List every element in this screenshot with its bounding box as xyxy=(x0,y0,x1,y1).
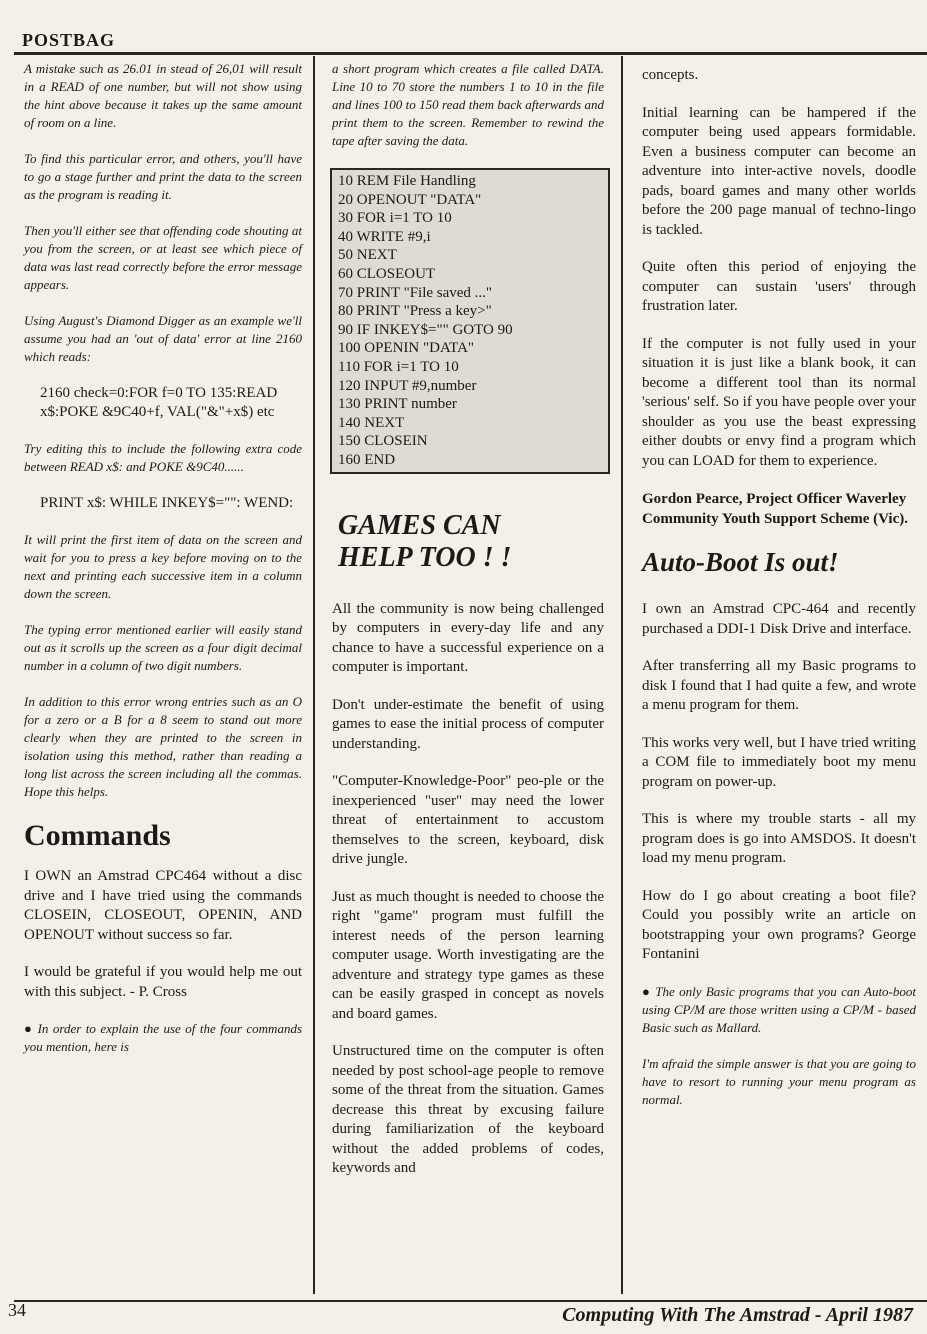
article-paragraph: In addition to this error wrong entries such as an O for a zero or a B for a 8 seem to stand out more clearly when they are printed to the screen in isolation using this method, rather than reading a long list across the screen including all the commas. Hope this helps. xyxy=(24,694,302,799)
column-divider xyxy=(621,56,623,1294)
program-line: 50 NEXT xyxy=(338,247,397,264)
program-line: 140 NEXT xyxy=(338,414,405,431)
program-line: 150 CLOSEIN xyxy=(338,433,428,450)
article-paragraph: Just as much thought is needed to choose the right "game" program must fulfill the interest needs of the person learning computer usage. Worth investigating are the adventure and strategy type games as these can be easily grasped in concept as novels and board games. xyxy=(332,888,604,1022)
program-line: 110 FOR i=1 TO 10 xyxy=(338,358,459,375)
reply-paragraph xyxy=(642,983,916,1037)
section-label: POSTBAG xyxy=(22,30,116,50)
article-paragraph: "Computer-Knowledge-Poor" peo-ple or the inexperienced "user" may need the lower threat of entertainment to accustom themselves to the screen, keyboard, disk drive jungle. xyxy=(332,773,604,867)
bullet-icon: ● xyxy=(24,1021,34,1036)
article-paragraph: All the community is now being challenged by computers in every-day life and any chance to have a successful experience on a computer is important. xyxy=(332,600,604,675)
program-line: 120 INPUT #9,number xyxy=(338,377,477,394)
program-line: 60 CLOSEOUT xyxy=(338,265,436,282)
reply-paragraph: I'm afraid the simple answer is that you are going to have to resort to running your menu program as normal. xyxy=(642,1055,916,1107)
program-line: 70 PRINT "File saved ..." xyxy=(338,284,493,301)
program-line: 90 IF INKEY$="" GOTO 90 xyxy=(338,321,513,338)
reply-paragraph xyxy=(24,1020,302,1056)
author-signature: Gordon Pearce, Project Officer Waverley Community Youth Support Scheme (Vic). xyxy=(642,491,908,527)
article-paragraph: Then you'll either see that offending code shouting at you from the screen, or at least see which piece of data was last read correctly before the error message appears. xyxy=(24,223,302,292)
program-line: 40 WRITE #9,i xyxy=(338,228,431,245)
article-paragraph: Initial learning can be hampered if the computer being used appears formidable. Even a business computer can become an adventure into inter-active novels, doodle pads, board games and many other worlds before the 200 page manual of techno-lingo is tackled. xyxy=(642,104,916,238)
article-paragraph: If the computer is not fully used in your situation it is just like a blank book, it can become a different tool than its normal 'serious' self. So if you have people over your shoulder as you use the beast expressing either doubts or envy find a program which you can LOAD for them to experience. xyxy=(642,335,916,469)
article-paragraph: Try editing this to include the following extra code between READ x$: and POKE &9C40...... xyxy=(24,441,302,474)
article-paragraph: Don't under-estimate the benefit of using games to ease the initial process of computer understanding. xyxy=(332,696,604,752)
column-2 xyxy=(332,60,604,1197)
article-paragraph: It will print the first item of data on the screen and wait for you to press a key before moving on to the next and printing each successive item in a column down the screen. xyxy=(24,532,302,601)
program-line: 80 PRINT "Press a key>" xyxy=(338,303,492,320)
program-line: 130 PRINT number xyxy=(338,396,457,413)
article-paragraph: Using August's Diamond Digger as an example we'll assume you had an 'out of data' error at line 2160 which reads: xyxy=(24,313,302,364)
program-line: 100 OPENIN "DATA" xyxy=(338,340,475,357)
games-heading xyxy=(338,510,604,574)
header-rule xyxy=(14,52,927,55)
program-line: 20 OPENOUT "DATA" xyxy=(338,191,482,208)
code-snippet: PRINT x$: WHILE INKEY$="": WEND: xyxy=(40,495,294,511)
magazine-title: Computing With The Amstrad - April 1987 xyxy=(562,1304,913,1326)
article-paragraph: concepts. xyxy=(642,67,699,83)
reply-text: In order to explain the use of the four commands you mention, here is xyxy=(24,1021,303,1054)
letter-paragraph: This works very well, but I have tried writing a COM file to immediately boot my menu program on power-up. xyxy=(642,734,916,790)
article-paragraph: Quite often this period of enjoying the computer can sustain 'users' through frustration later. xyxy=(642,259,916,314)
article-paragraph: A mistake such as 26.01 in stead of 26,01 will result in a READ of one number, but will not show using the hint above because it takes up the same amount of room on a line. xyxy=(24,61,302,130)
article-paragraph: To find this particular error, and others, you'll have to go a stage further and print the data to the screen as the program is reading it. xyxy=(24,151,302,202)
letter-paragraph: I OWN an Amstrad CPC464 without a disc drive and I have tried using the commands CLOSEIN, CLOSEOUT, OPENIN, AND OPENOUT without success so far. xyxy=(24,868,302,943)
bullet-icon: ● xyxy=(642,983,651,999)
autoboot-heading: Auto-Boot Is out! xyxy=(642,547,839,577)
letter-paragraph: I own an Amstrad CPC-464 and recently purchased a DDI-1 Disk Drive and interface. xyxy=(642,601,916,637)
article-paragraph: Unstructured time on the computer is often needed by post school-age people to remove some of the threat from the situation. Games decrease this threat by excusing failure during familiarization of the keyboard without the added problems of codes, keywords and xyxy=(332,1043,604,1176)
page-number: 34 xyxy=(8,1300,26,1320)
letter-paragraph: I would be grateful if you would help me out with this subject. - P. Cross xyxy=(24,964,302,1000)
commands-heading: Commands xyxy=(24,819,171,852)
column-3 xyxy=(642,66,916,1127)
letter-paragraph: This is where my trouble starts - all my program does is go into AMSDOS. It doesn't load my menu program. xyxy=(642,811,916,866)
program-listing xyxy=(330,168,610,474)
column-1 xyxy=(24,60,302,1074)
article-paragraph: a short program which creates a file called DATA. Line 10 to 70 store the numbers 1 to 10 in the file and lines 100 to 150 read them back afterwards and print them to the screen. Remember to rewind the tape after saving the data. xyxy=(332,61,604,148)
reply-text: The only Basic programs that you can Auto-boot using CP/M are those written using a CP/M - based Basic such as Mallard. xyxy=(642,983,916,1035)
games-heading-line: GAMES CAN xyxy=(338,509,501,541)
letter-paragraph: How do I go about creating a boot file? Could you possibly write an article on bootstrapping your own programs? George Fontanini xyxy=(642,887,916,962)
column-divider xyxy=(313,56,315,1294)
code-snippet: 2160 check=0:FOR f=0 TO 135:READ x$:POKE &9C40+f, VAL("&"+x$) etc xyxy=(40,385,278,420)
program-line: 10 REM File Handling xyxy=(338,173,476,189)
article-paragraph: The typing error mentioned earlier will easily stand out as it scrolls up the screen as a four digit decimal number in a column of two digit numbers. xyxy=(24,622,302,673)
program-line: 30 FOR i=1 TO 10 xyxy=(338,210,452,227)
games-heading-line: HELP TOO ! ! xyxy=(338,541,512,573)
program-line: 160 END xyxy=(338,451,396,468)
letter-paragraph: After transferring all my Basic programs to disk I found that I had quite a few, and wrote a menu program for them. xyxy=(642,658,916,713)
footer-rule xyxy=(14,1300,927,1302)
